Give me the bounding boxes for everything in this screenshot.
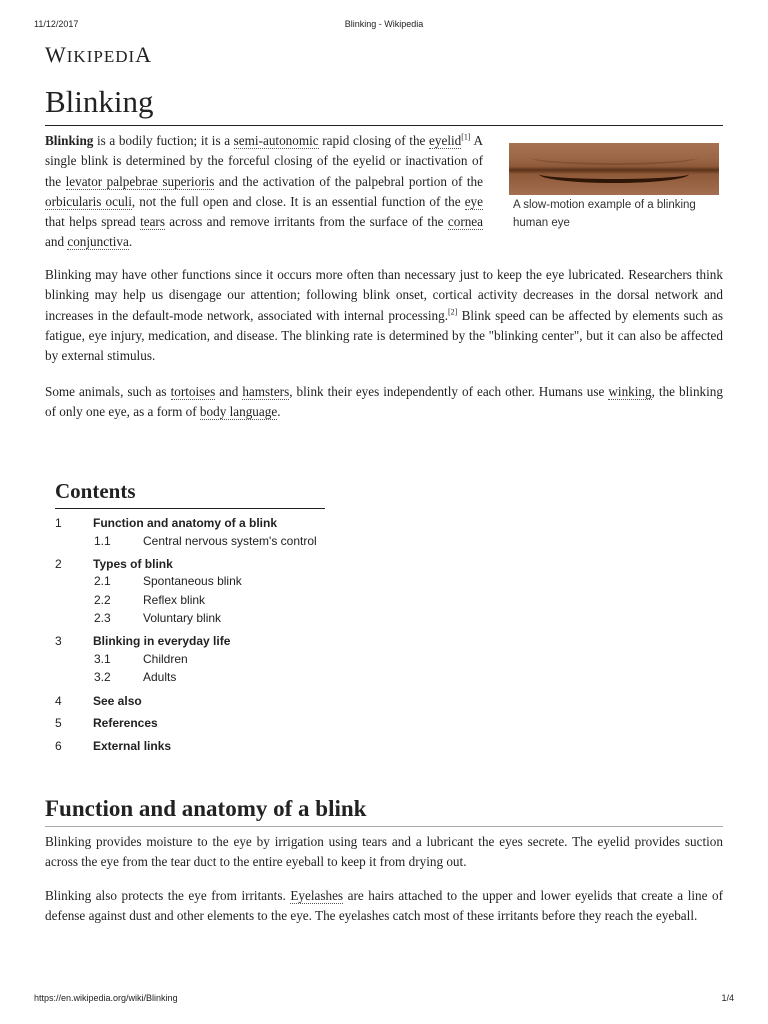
toc-item[interactable]: [55, 611, 355, 629]
toc-item-number: 6: [55, 739, 62, 753]
logo-letters-middle: IKIPEDI: [66, 47, 136, 66]
print-page-title: Blinking - Wikipedia: [344, 19, 424, 29]
toc-item-number: 2.2: [94, 593, 111, 607]
toc-item-label: Children: [143, 652, 188, 666]
paragraph-moisture: Blinking provides moisture to the eye by irrigation using tears and a lubricant the eyes secrete. The eyelid provides suction across the eye from the tear duct to the entire eyeball to keep it from drying out.: [45, 834, 723, 870]
link-hamsters[interactable]: hamsters: [242, 384, 290, 399]
toc-item[interactable]: [55, 739, 355, 757]
toc-item[interactable]: [55, 534, 355, 552]
link-eyelashes[interactable]: Eyelashes: [290, 888, 344, 903]
paragraph-text: Blinking may have other functions since it occurs more often than necessary just to keep the eye lubricated. Researchers think blinking may help us disengage our attention; following blink onset, cortical activity decreases in the dorsal network and increases in the default-mode network, associated with internal processing.: [45, 267, 723, 323]
image-caption: A slow-motion example of a blinking human eye: [513, 199, 696, 229]
reference-2[interactable]: [2]: [448, 307, 458, 317]
section-divider: [45, 826, 723, 827]
link-levator-palpebrae[interactable]: levator palpebrae superioris: [65, 173, 215, 189]
toc-item-number: 1: [55, 516, 62, 530]
toc-item-number: 2: [55, 557, 62, 571]
toc-item-number: 2.1: [94, 574, 111, 588]
toc-item-label: Spontaneous blink: [143, 574, 242, 588]
lead-text: that helps spread: [45, 214, 141, 230]
toc-item-number: 1.1: [94, 534, 111, 548]
lead-text: across and remove irritants from the surface of the: [164, 214, 448, 230]
logo-letter-a: A: [135, 42, 153, 67]
paragraph-text: Blink speed can be affected by elements such as fatigue, eye injury, medication, and disease. The blinking rate is determined by the "blinking center", but it can also be affected by external stimulus.: [45, 307, 723, 364]
toc-item-number: 2.3: [94, 611, 111, 625]
toc-item-label: Central nervous system's control: [143, 534, 317, 548]
paragraph-text: , the blinking of only one eye, as a form of: [45, 384, 723, 420]
toc-item-label: Function and anatomy of a blink: [93, 516, 278, 530]
paragraph-functions: [45, 265, 723, 366]
toc-item-number: 4: [55, 694, 62, 708]
link-eye[interactable]: eye: [464, 193, 483, 209]
link-orbicularis-oculi[interactable]: orbicularis oculi: [45, 193, 132, 209]
link-conjunctiva[interactable]: conjunctiva: [67, 234, 129, 250]
toc-item-number: 3.1: [94, 652, 111, 666]
section-heading-function: Function and anatomy of a blink: [45, 796, 367, 821]
paragraph-text: and: [215, 384, 243, 399]
reference-1[interactable]: [1]: [461, 132, 471, 142]
lead-text: A single blink is determined by the forceful closing of the eyelid or inactivation of the: [45, 133, 483, 189]
print-page-counter: 1/4: [721, 993, 734, 1003]
toc-item-label: Reflex blink: [143, 593, 206, 607]
title-divider: [45, 125, 723, 126]
toc-item[interactable]: [55, 593, 355, 611]
print-footer: [34, 993, 734, 1005]
paragraph-text: are hairs attached to the upper and lower eyelids that create a line of defense against dust and other elements to the eye. The eyelashes catch most of these irritants before they reach the eyeball.: [45, 888, 723, 924]
toc-item-label: Blinking in everyday life: [93, 634, 231, 648]
lead-text: is a bodily fuction; it is a: [93, 133, 234, 148]
lead-paragraph: [45, 131, 483, 253]
lead-text: rapid closing of the: [318, 133, 430, 148]
lead-text: .: [128, 234, 133, 250]
link-tears[interactable]: tears: [140, 214, 165, 230]
link-cornea[interactable]: cornea: [447, 214, 484, 230]
link-semi-autonomic[interactable]: semi-autonomic: [233, 133, 319, 148]
link-body-language[interactable]: body language: [199, 404, 278, 420]
toc-item[interactable]: [55, 516, 355, 534]
toc-item-number: 3: [55, 634, 62, 648]
toc-title: Contents: [55, 478, 325, 509]
eyelid-fold-shape: [529, 149, 699, 165]
link-winking[interactable]: winking: [608, 384, 652, 399]
lead-text: , not the full open and close. It is an essential function of the: [131, 193, 465, 209]
toc-item[interactable]: [55, 670, 355, 688]
toc-item-number: 3.2: [94, 670, 111, 684]
toc-item-label: Voluntary blink: [143, 611, 222, 625]
eyelash-line-shape: [539, 165, 689, 183]
print-date: 11/12/2017: [34, 19, 79, 29]
logo-letter-w: W: [45, 42, 67, 67]
wikipedia-logo[interactable]: [45, 42, 152, 68]
paragraph-text: .: [277, 404, 281, 420]
lead-text: and the activation of the palpebral portion of the: [214, 173, 483, 189]
paragraph-animals: [45, 382, 723, 423]
toc-item-label: Types of blink: [93, 557, 173, 571]
blinking-eye-image[interactable]: [509, 143, 719, 195]
toc-item[interactable]: [55, 694, 355, 712]
toc-item-label: See also: [93, 694, 142, 708]
paragraph-protection: [45, 886, 723, 927]
toc-item[interactable]: [55, 557, 355, 575]
toc-item-label: Adults: [143, 670, 177, 684]
page-title: Blinking: [45, 84, 154, 119]
link-tortoises[interactable]: tortoises: [170, 384, 216, 399]
print-url[interactable]: https://en.wikipedia.org/wiki/Blinking: [34, 993, 178, 1003]
toc-item-label: References: [93, 716, 158, 730]
link-eyelid[interactable]: eyelid: [429, 133, 462, 148]
toc-item[interactable]: [55, 716, 355, 734]
paragraph-text: Blinking also protects the eye from irritants.: [45, 888, 291, 903]
toc-item-label: External links: [93, 739, 172, 753]
paragraph-text: , blink their eyes independently of each other. Humans use: [289, 384, 609, 399]
toc-item[interactable]: [55, 652, 355, 670]
toc-item-number: 5: [55, 716, 62, 730]
table-of-contents: [55, 478, 325, 753]
paragraph-text: Some animals, such as: [45, 384, 171, 399]
lead-text: and: [45, 234, 68, 250]
toc-item[interactable]: [55, 634, 355, 652]
print-header: [34, 19, 734, 31]
lead-bold-term: Blinking: [45, 133, 94, 148]
toc-item[interactable]: [55, 574, 355, 592]
